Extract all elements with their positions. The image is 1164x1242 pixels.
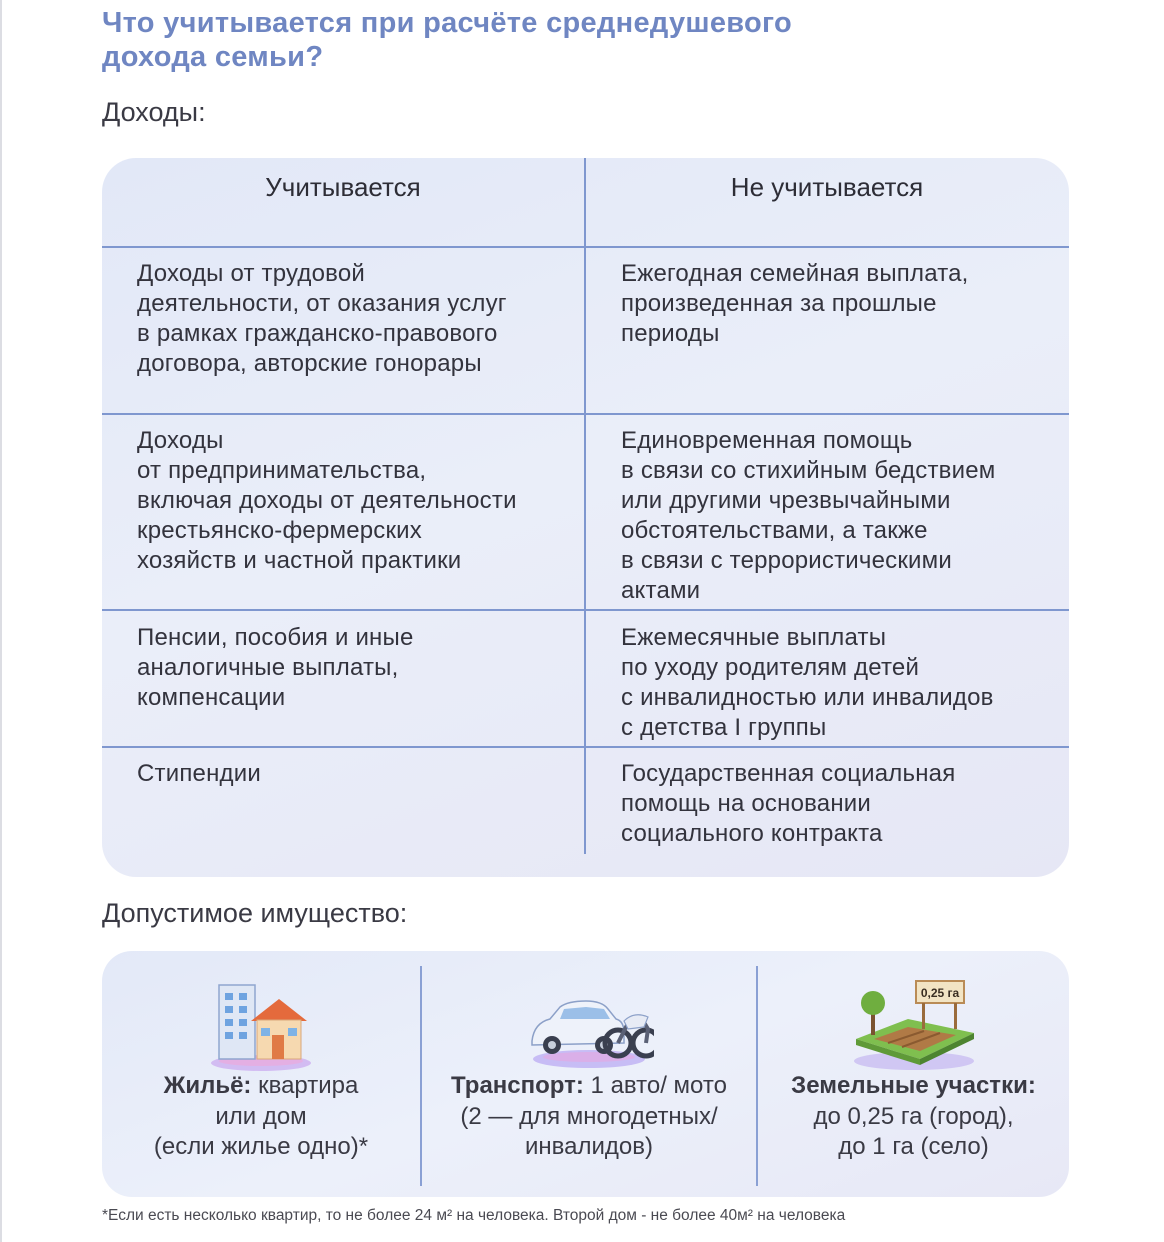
cell-line: по уходу родителям детей: [621, 654, 920, 681]
cell-line: Доходы от трудовой: [137, 260, 366, 287]
cell-line: обстоятельствами, а также: [621, 517, 928, 544]
property-label: Жильё:: [163, 1072, 252, 1099]
table-column-divider: [584, 158, 586, 854]
cell-line: в связи с террористическими: [621, 547, 952, 574]
income-table: [102, 158, 1069, 877]
cell-line: от предпринимательства,: [137, 457, 427, 484]
property-text: [758, 1071, 1069, 1163]
car-motorcycle-icon: [524, 973, 654, 1073]
property-item-land: [758, 951, 1069, 1197]
column-header-not-counted: Не учитывается: [730, 172, 924, 202]
property-panel: [102, 951, 1069, 1197]
property-label: Земельные участки:: [791, 1072, 1036, 1099]
table-cell-not-counted: [621, 259, 1061, 349]
table-cell-counted: [137, 759, 577, 789]
cell-line: Ежемесячные выплаты: [621, 624, 887, 651]
cell-line: включая доходы от деятельности: [137, 487, 517, 514]
property-value: квартира: [251, 1072, 359, 1099]
cell-line: произведенная за прошлые: [621, 290, 937, 317]
page-left-border: [0, 0, 2, 1242]
property-item-housing: [102, 951, 420, 1197]
table-cell-counted: [137, 426, 577, 576]
cell-line: Ежегодная семейная выплата,: [621, 260, 969, 287]
cell-line: с детства I группы: [621, 714, 827, 741]
table-cell-counted: [137, 259, 577, 379]
property-item-transport: [422, 951, 756, 1197]
property-label: Транспорт:: [451, 1072, 584, 1099]
table-row-divider: [102, 413, 1069, 415]
table-cell-not-counted: [621, 623, 1061, 743]
table-row-divider: [102, 746, 1069, 748]
cell-line: Пенсии, пособия и иные: [137, 624, 414, 651]
cell-line: Государственная социальная: [621, 760, 956, 787]
property-text: [102, 1071, 420, 1163]
cell-line: компенсации: [137, 684, 286, 711]
cell-line: Стипендии: [137, 760, 261, 787]
property-value: 1 авто/ мото: [583, 1072, 727, 1099]
cell-line: в связи со стихийным бедствием: [621, 457, 996, 484]
table-cell-not-counted: [621, 759, 1061, 849]
cell-line: Доходы: [137, 427, 224, 454]
property-value: до 0,25 га (город),: [813, 1102, 1014, 1130]
land-plot-icon: [844, 973, 984, 1073]
cell-line: социального контракта: [621, 820, 883, 847]
cell-line: помощь на основании: [621, 790, 872, 817]
income-heading: Доходы:: [102, 97, 206, 127]
cell-line: аналогичные выплаты,: [137, 654, 399, 681]
cell-line: Единовременная помощь: [621, 427, 913, 454]
property-value: (2 — для многодетных/: [460, 1102, 718, 1130]
column-header-counted: Учитывается: [265, 172, 421, 202]
house-building-icon: [201, 973, 321, 1073]
property-value: (если жилье одно)*: [153, 1133, 369, 1160]
page-title-line-2: дохода семьи?: [102, 41, 324, 73]
table-cell-counted: [137, 623, 577, 713]
cell-line: периоды: [621, 320, 720, 347]
property-heading: Допустимое имущество:: [102, 898, 408, 928]
land-sign-label: 0,25 га: [920, 986, 959, 1000]
cell-line: хозяйств и частной практики: [137, 547, 462, 574]
cell-line: крестьянско-фермерских: [137, 517, 422, 544]
footnote: *Если есть несколько квартир, то не более 24 м² на человека. Второй дом - не более 40м² на человека: [102, 1207, 846, 1224]
cell-line: деятельности, от оказания услуг: [137, 290, 507, 317]
table-row-divider: [102, 246, 1069, 248]
page-title: [102, 6, 1002, 74]
cell-line: с инвалидностью или инвалидов: [621, 684, 994, 711]
property-value: до 1 га (село): [838, 1133, 989, 1160]
table-cell-not-counted: [621, 426, 1061, 606]
property-value: или дом: [215, 1102, 307, 1130]
property-text: [422, 1071, 756, 1163]
page-title-line-1: Что учитывается при расчёте среднедушевого: [102, 7, 793, 39]
cell-line: или другими чрезвычайными: [621, 487, 951, 514]
table-row-divider: [102, 609, 1069, 611]
cell-line: актами: [621, 577, 701, 604]
cell-line: договора, авторские гонорары: [137, 350, 482, 377]
property-value: инвалидов): [525, 1133, 653, 1160]
cell-line: в рамках гражданско-правового: [137, 320, 498, 347]
